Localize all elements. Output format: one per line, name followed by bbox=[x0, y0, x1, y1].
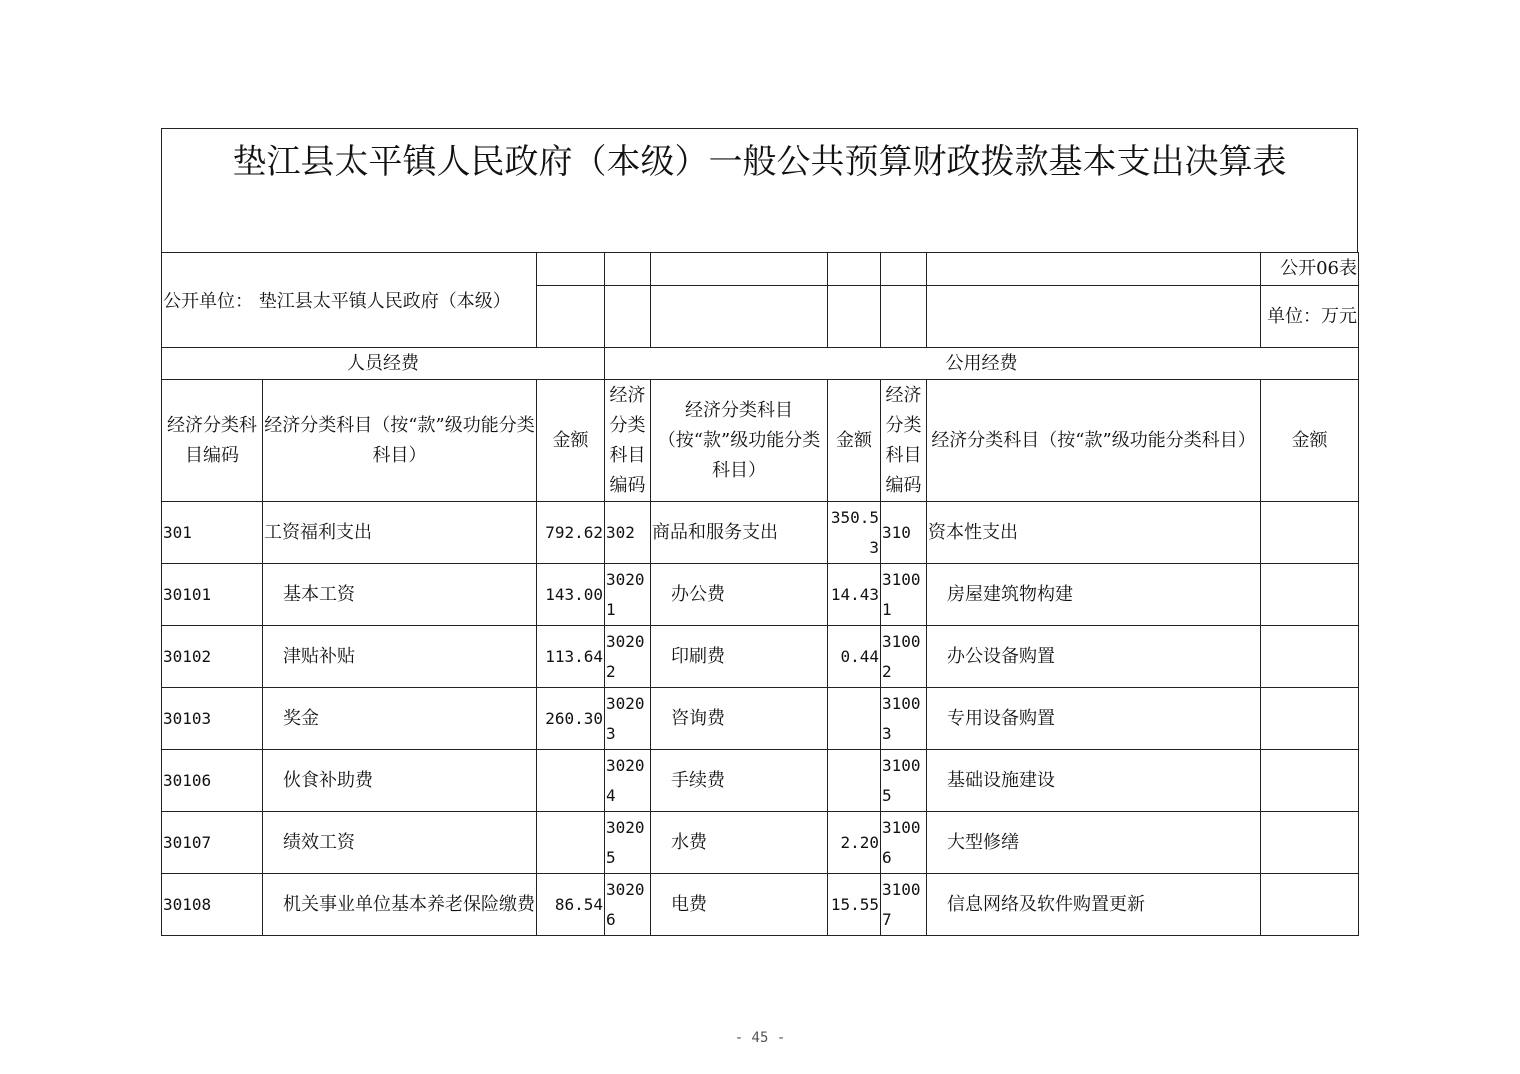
amount-cell: 0.44 bbox=[828, 626, 881, 688]
name-cell: 基本工资 bbox=[263, 564, 537, 626]
name-cell: 奖金 bbox=[263, 688, 537, 750]
amount-cell: 15.55 bbox=[828, 874, 881, 936]
column-header-row bbox=[162, 380, 1359, 502]
amount-cell: 143.00 bbox=[537, 564, 605, 626]
amount-cell: 86.54 bbox=[537, 874, 605, 936]
amount-cell: 260.30 bbox=[537, 688, 605, 750]
code-cell: 31006 bbox=[881, 812, 927, 874]
code-cell: 30206 bbox=[605, 874, 651, 936]
name-cell: 基础设施建设 bbox=[927, 750, 1261, 812]
amount-cell bbox=[828, 688, 881, 750]
table-row bbox=[162, 564, 1359, 626]
table-row bbox=[162, 502, 1359, 564]
code-cell: 30101 bbox=[162, 564, 263, 626]
name-cell: 绩效工资 bbox=[263, 812, 537, 874]
code-cell: 31002 bbox=[881, 626, 927, 688]
amount-cell: 792.62 bbox=[537, 502, 605, 564]
amount-cell bbox=[1261, 874, 1359, 936]
table-number: 公开06表 bbox=[1261, 253, 1359, 286]
amount-cell: 113.64 bbox=[537, 626, 605, 688]
code-cell: 30205 bbox=[605, 812, 651, 874]
amount-cell bbox=[1261, 688, 1359, 750]
name-cell: 手续费 bbox=[651, 750, 828, 812]
name-cell: 工资福利支出 bbox=[263, 502, 537, 564]
amount-cell bbox=[1261, 626, 1359, 688]
header-code-1: 经济分类科目编码 bbox=[162, 380, 263, 502]
name-cell: 大型修缮 bbox=[927, 812, 1261, 874]
name-cell: 水费 bbox=[651, 812, 828, 874]
code-cell: 30108 bbox=[162, 874, 263, 936]
name-cell: 办公设备购置 bbox=[927, 626, 1261, 688]
name-cell: 专用设备购置 bbox=[927, 688, 1261, 750]
code-cell: 31005 bbox=[881, 750, 927, 812]
header-name-3: 经济分类科目（按“款”级功能分类科目） bbox=[927, 380, 1261, 502]
code-cell: 30106 bbox=[162, 750, 263, 812]
table-row bbox=[162, 750, 1359, 812]
code-cell: 31001 bbox=[881, 564, 927, 626]
group-public: 公用经费 bbox=[605, 348, 1359, 380]
expenditure-table bbox=[161, 252, 1359, 936]
name-cell: 电费 bbox=[651, 874, 828, 936]
header-amount-1: 金额 bbox=[537, 380, 605, 502]
code-cell: 30203 bbox=[605, 688, 651, 750]
amount-cell bbox=[1261, 812, 1359, 874]
code-cell: 301 bbox=[162, 502, 263, 564]
code-cell: 30204 bbox=[605, 750, 651, 812]
meta-row-1 bbox=[162, 253, 1359, 286]
code-cell: 310 bbox=[881, 502, 927, 564]
code-cell: 31007 bbox=[881, 874, 927, 936]
name-cell: 津贴补贴 bbox=[263, 626, 537, 688]
amount-cell bbox=[537, 812, 605, 874]
table-row bbox=[162, 688, 1359, 750]
header-amount-3: 金额 bbox=[1261, 380, 1359, 502]
group-header-row bbox=[162, 348, 1359, 380]
header-name-1: 经济分类科目（按“款”级功能分类科目） bbox=[263, 380, 537, 502]
name-cell: 信息网络及软件购置更新 bbox=[927, 874, 1261, 936]
name-cell: 资本性支出 bbox=[927, 502, 1261, 564]
code-cell: 30103 bbox=[162, 688, 263, 750]
name-cell: 印刷费 bbox=[651, 626, 828, 688]
amount-cell: 350.53 bbox=[828, 502, 881, 564]
name-cell: 房屋建筑物构建 bbox=[927, 564, 1261, 626]
code-cell: 30202 bbox=[605, 626, 651, 688]
amount-cell bbox=[1261, 564, 1359, 626]
amount-cell bbox=[1261, 502, 1359, 564]
name-cell: 咨询费 bbox=[651, 688, 828, 750]
table-row bbox=[162, 874, 1359, 936]
amount-cell bbox=[537, 750, 605, 812]
header-code-3: 经济分类科目编码 bbox=[881, 380, 927, 502]
name-cell: 机关事业单位基本养老保险缴费 bbox=[263, 874, 537, 936]
amount-cell: 14.43 bbox=[828, 564, 881, 626]
table-title: 垫江县太平镇人民政府（本级）一般公共预算财政拨款基本支出决算表 bbox=[161, 128, 1358, 252]
group-personnel: 人员经费 bbox=[162, 348, 605, 380]
currency-unit: 单位：万元 bbox=[1261, 286, 1359, 348]
header-name-2: 经济分类科目（按“款”级功能分类科目） bbox=[651, 380, 828, 502]
code-cell: 30102 bbox=[162, 626, 263, 688]
name-cell: 伙食补助费 bbox=[263, 750, 537, 812]
code-cell: 31003 bbox=[881, 688, 927, 750]
code-cell: 302 bbox=[605, 502, 651, 564]
page-number: - 45 - bbox=[734, 1030, 786, 1046]
header-code-2: 经济分类科目编码 bbox=[605, 380, 651, 502]
header-amount-2: 金额 bbox=[828, 380, 881, 502]
code-cell: 30107 bbox=[162, 812, 263, 874]
code-cell: 30201 bbox=[605, 564, 651, 626]
amount-cell: 2.20 bbox=[828, 812, 881, 874]
table-row bbox=[162, 626, 1359, 688]
amount-cell bbox=[1261, 750, 1359, 812]
document-frame bbox=[161, 128, 1358, 936]
name-cell: 办公费 bbox=[651, 564, 828, 626]
amount-cell bbox=[828, 750, 881, 812]
table-row bbox=[162, 812, 1359, 874]
name-cell: 商品和服务支出 bbox=[651, 502, 828, 564]
unit-label: 公开单位： 垫江县太平镇人民政府（本级） bbox=[162, 253, 537, 348]
